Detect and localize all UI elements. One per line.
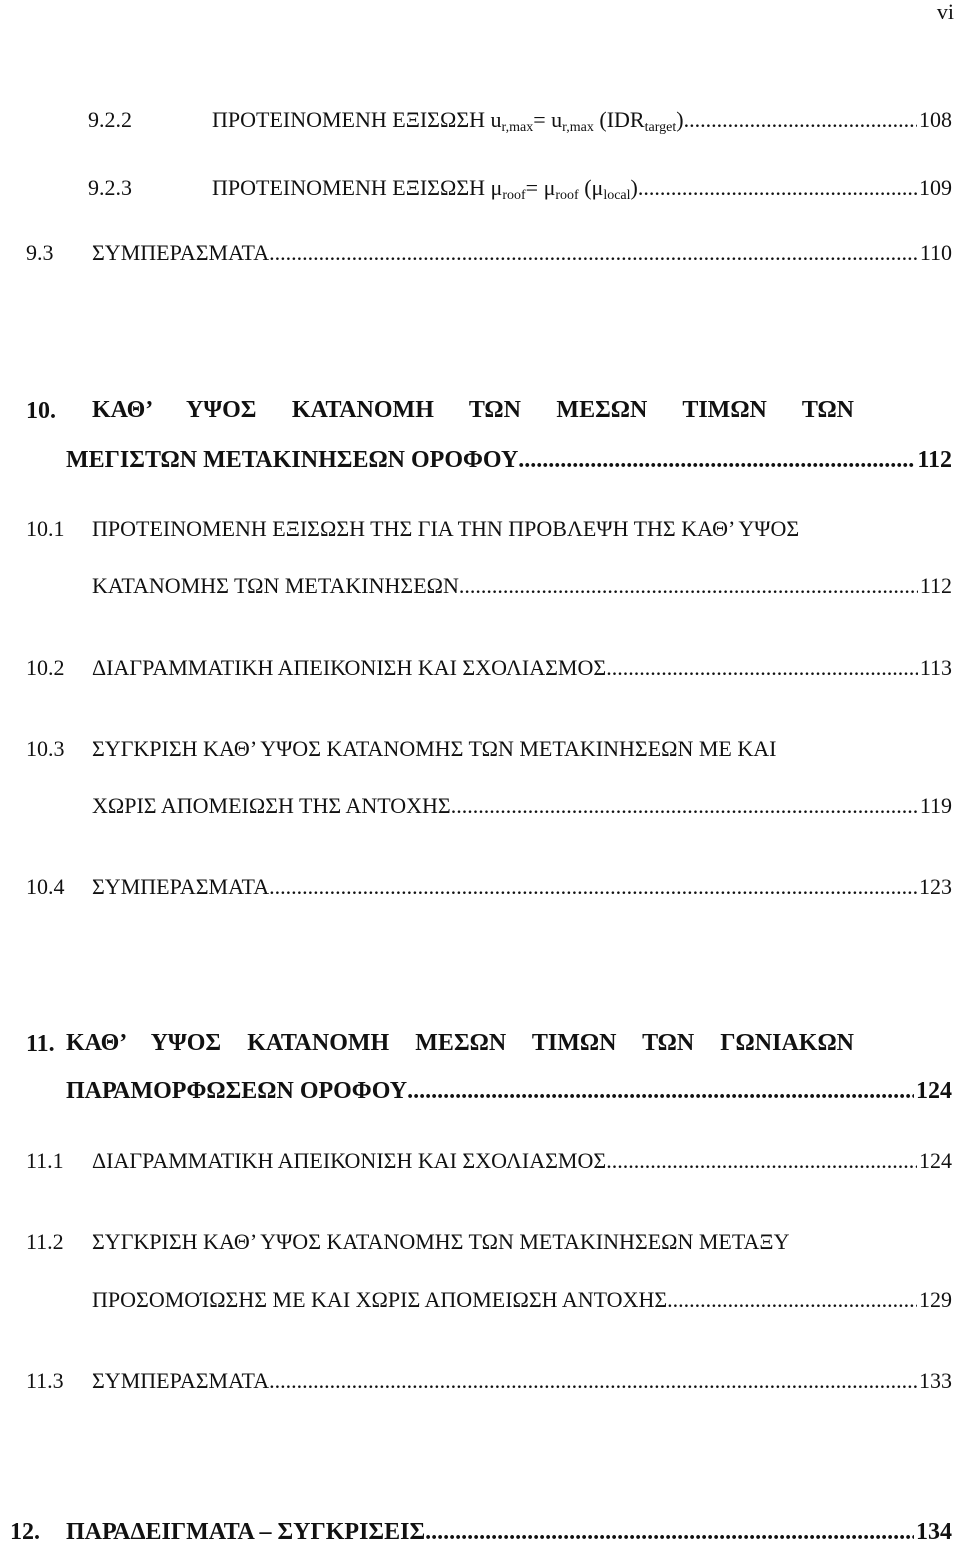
toc-chapter-11-line2[interactable] (0, 1078, 952, 1104)
toc-entry-9-2-3[interactable] (0, 175, 952, 209)
toc-page: 123 (919, 874, 952, 899)
leader-dots (606, 655, 918, 681)
toc-number: 11.3 (26, 1368, 64, 1393)
toc-number: 9.3 (26, 240, 54, 265)
leader-dots (425, 1519, 914, 1545)
leader-dots (638, 175, 917, 201)
toc-entry-10-2[interactable] (0, 655, 952, 681)
toc-title-line2: ΠΡΟΣΟΜΟΊΩΣΗΣ ΜΕ ΚΑΙ ΧΩΡΙΣ ΑΠΟΜΕΙΩΣΗ ΑΝΤΟΧΗΣ (92, 1287, 668, 1312)
toc-title: ΠΡΟΤΕΙΝΟΜΕΝΗ ΕΞΙΣΩΣΗ $\mu_{roof}= \mu_{roof}$ $(\mu_{local})$ (212, 175, 638, 203)
toc-number: 10. (26, 398, 56, 424)
toc-entry-10-1[interactable] (0, 516, 952, 542)
toc-title: ΠΑΡΑΔΕΙΓΜΑΤΑ – ΣΥΓΚΡΙΣΕΙΣ (66, 1519, 426, 1545)
toc-page: 110 (919, 240, 952, 265)
toc-chapter-11-title: ΚΑΘ’ ΥΨΟΣ ΚΑΤΑΝΟΜΗ ΜΕΣΩΝ ΤΙΜΩΝ ΤΩΝ ΓΩΝΙΑΚΩΝ (66, 1030, 854, 1056)
toc-title-line2: ΠΑΡΑΜΟΡΦΩΣΕΩΝ ΟΡΟΦΟΥ (66, 1078, 408, 1104)
leader-dots (451, 793, 918, 819)
toc-number: 9.2.2 (88, 107, 132, 132)
toc-entry-11-1[interactable] (0, 1148, 952, 1174)
toc-chapter-12[interactable] (0, 1519, 952, 1545)
leader-dots (459, 573, 918, 599)
toc-title-line2: ΚΑΤΑΝΟΜΗΣ ΤΩΝ ΜΕΤΑΚΙΝΗΣΕΩΝ (92, 573, 459, 598)
toc-page: 112 (919, 573, 952, 598)
toc-title-line2: ΜΕΓΙΣΤΩΝ ΜΕΤΑΚΙΝΗΣΕΩΝ ΟΡΟΦΟΥ (66, 447, 519, 473)
leader-dots (269, 1368, 917, 1394)
toc-title: ΣΥΓΚΡΙΣΗ ΚΑΘ’ ΥΨΟΣ ΚΑΤΑΝΟΜΗΣ ΤΩΝ ΜΕΤΑΚΙΝΗΣΕΩΝ ΜΕΤΑΞΥ (92, 1229, 790, 1254)
toc-number: 9.2.3 (88, 175, 132, 200)
toc-title: ΠΡΟΤΕΙΝΟΜΕΝΗ ΕΞΙΣΩΣΗ ΤΗΣ ΓΙΑ ΤΗΝ ΠΡΟΒΛΕΨΗ ΤΗΣ ΚΑΘ’ ΥΨΟΣ (92, 516, 800, 541)
toc-number: 10.2 (26, 655, 65, 680)
toc-entry-9-2-2[interactable] (0, 107, 952, 141)
toc-number: 10.4 (26, 874, 65, 899)
toc-page: 108 (919, 107, 952, 132)
leader-dots (667, 1287, 917, 1313)
toc-number: 10.3 (26, 736, 65, 761)
toc-entry-9-3[interactable] (0, 240, 952, 266)
toc-page: 109 (919, 175, 952, 200)
toc-entry-10-3[interactable] (0, 736, 952, 762)
toc-number: 10.1 (26, 516, 65, 541)
leader-dots (269, 240, 918, 266)
toc-page: 119 (919, 793, 952, 818)
toc-title: ΣΥΜΠΕΡΑΣΜΑΤΑ (92, 874, 270, 899)
toc-title: ΠΡΟΤΕΙΝΟΜΕΝΗ ΕΞΙΣΩΣΗ $u_{r,max}= u_{r,max}$ $(IDR_{target})$ (212, 107, 684, 135)
toc-page: 113 (919, 655, 952, 680)
toc-page: 134 (916, 1519, 952, 1545)
toc-title: ΣΥΜΠΕΡΑΣΜΑΤΑ (92, 1368, 270, 1393)
toc-title: ΔΙΑΓΡΑΜΜΑΤΙΚΗ ΑΠΕΙΚΟΝΙΣΗ ΚΑΙ ΣΧΟΛΙΑΣΜΟΣ (92, 1148, 607, 1173)
toc-number: 12. (10, 1519, 40, 1545)
toc-number: 11. (26, 1031, 55, 1057)
toc-title-line2: ΧΩΡΙΣ ΑΠΟΜΕΙΩΣΗ ΤΗΣ ΑΝΤΟΧΗΣ (92, 793, 451, 818)
toc-page: 129 (919, 1287, 952, 1312)
toc-title: ΔΙΑΓΡΑΜΜΑΤΙΚΗ ΑΠΕΙΚΟΝΙΣΗ ΚΑΙ ΣΧΟΛΙΑΣΜΟΣ (92, 655, 607, 680)
toc-entry-10-4[interactable] (0, 874, 952, 900)
leader-dots (684, 107, 917, 133)
leader-dots (407, 1078, 914, 1104)
toc-page: 124 (919, 1148, 952, 1173)
toc-entry-11-2-line2[interactable] (0, 1287, 952, 1313)
leader-dots (269, 874, 917, 900)
toc-title: ΣΥΓΚΡΙΣΗ ΚΑΘ’ ΥΨΟΣ ΚΑΤΑΝΟΜΗΣ ΤΩΝ ΜΕΤΑΚΙΝΗΣΕΩΝ ΜΕ ΚΑΙ (92, 736, 777, 761)
toc-entry-10-3-line2[interactable] (0, 793, 952, 819)
toc-number: 11.2 (26, 1229, 64, 1254)
leader-dots (606, 1148, 917, 1174)
toc-chapter-10-line2[interactable] (0, 447, 952, 473)
toc-chapter-10-title: ΚΑΘ’ ΥΨΟΣ ΚΑΤΑΝΟΜΗ ΤΩΝ ΜΕΣΩΝ ΤΙΜΩΝ ΤΩΝ (92, 397, 854, 423)
toc-number: 11.1 (26, 1148, 64, 1173)
page-number: vi (936, 0, 954, 24)
toc-entry-10-1-line2[interactable] (0, 573, 952, 599)
toc-page: 124 (916, 1078, 952, 1104)
toc-page: 133 (919, 1368, 952, 1393)
toc-title: ΣΥΜΠΕΡΑΣΜΑΤΑ (92, 240, 270, 265)
toc-entry-11-3[interactable] (0, 1368, 952, 1394)
leader-dots (518, 447, 915, 473)
toc-page: 112 (917, 447, 952, 473)
toc-entry-11-2[interactable] (0, 1229, 952, 1255)
